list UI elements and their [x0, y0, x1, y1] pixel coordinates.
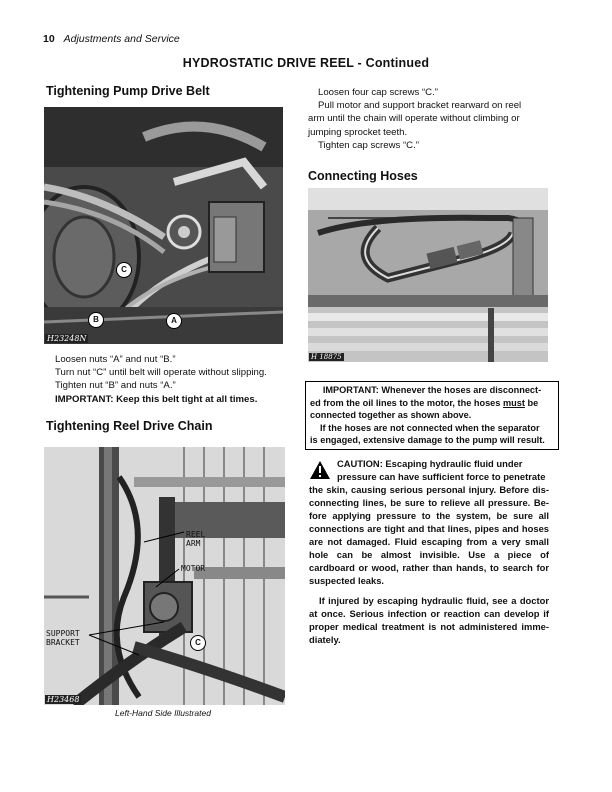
box-line: connected together as shown above. — [310, 410, 472, 421]
box-line: If the hoses are not connected when the separator — [320, 422, 540, 433]
instruction-line: Tighten cap screws “C.” — [318, 139, 419, 151]
instruction-line: Turn nut “C” until belt will operate without slipping. — [55, 367, 267, 379]
instruction-line: Loosen four cap screws “C.” — [318, 87, 438, 98]
page-header — [43, 33, 180, 45]
instruction-line: Tighten nut “B” and nuts “A.” — [55, 380, 176, 392]
section-name: Adjustments and Service — [63, 33, 180, 45]
reel-chain-photo — [44, 447, 285, 705]
photo-caption: Left-Hand Side Illustrated — [115, 708, 211, 718]
reel-chain-heading: Tightening Reel Drive Chain — [46, 419, 213, 433]
photo-id: H 18875 — [311, 353, 342, 361]
box-emphasis: must — [502, 397, 525, 408]
label-arm: ARM — [186, 539, 201, 548]
pump-important-note: IMPORTANT: Keep this belt tight at all times. — [55, 393, 258, 405]
caution-second-line: pressure can have sufficient force to penetrate — [337, 471, 546, 482]
instruction-line: Loosen nuts “A” and nut “B.” — [55, 354, 176, 365]
hoses-photo — [308, 188, 548, 362]
caution-text: the skin, causing serious personal injury. Before dis- connecting lines, be sure to relieve all pressure. Be- fore applying pressure to the system, be sure all connections are tight and that lines, pipes and hoses are not damaged. Fluid escaping from a very small hole can be almost invisible. Use a piece of cardboard or wood, rather than hands, to search for suspected leaks. — [309, 484, 549, 586]
warning-icon — [309, 460, 331, 480]
instruction-line: arm until the chain will operate without climbing or — [308, 113, 520, 125]
box-line: is engaged, extensive damage to the pump will result. — [310, 435, 545, 446]
label-reel-arm — [186, 530, 205, 548]
hoses-illustration — [308, 188, 548, 362]
callout-b: B — [88, 312, 104, 328]
box-line — [310, 397, 554, 410]
box-text: ed from the oil lines to the motor, the hoses — [310, 397, 503, 408]
injury-note: If injured by escaping hydraulic fluid, see a doctor at once. Serious infection or reaction can develop if proper medical treatment is not administered imme- diately. — [309, 595, 549, 645]
caution-first-line: CAUTION: Escaping hydraulic fluid under — [337, 458, 523, 469]
box-line: IMPORTANT: Whenever the hoses are disconnect- — [322, 385, 542, 395]
label-reel: REEL — [186, 530, 206, 539]
callout-a: A — [166, 313, 182, 329]
instruction-line: jumping sprocket teeth. — [308, 126, 408, 138]
callout-c-chain: C — [190, 635, 206, 651]
label-support: SUPPORT — [46, 629, 80, 638]
page-number: 10 — [43, 33, 55, 45]
label-motor: MOTOR — [181, 564, 206, 573]
chain-instructions — [308, 86, 548, 152]
pump-belt-illustration — [44, 107, 283, 344]
reel-chain-illustration — [44, 447, 285, 705]
label-bracket: BRACKET — [46, 638, 80, 647]
important-hoses-box — [305, 381, 559, 450]
instruction-line: Pull motor and support bracket rearward on reel — [318, 100, 522, 112]
photo-id: H23468 — [47, 695, 80, 704]
pump-belt-heading: Tightening Pump Drive Belt — [46, 84, 210, 98]
pump-belt-photo — [44, 107, 283, 344]
label-support-bracket — [46, 629, 80, 647]
box-text: be — [524, 397, 539, 408]
pump-belt-instructions — [55, 353, 287, 406]
page-title: HYDROSTATIC DRIVE REEL - Continued — [182, 56, 430, 70]
caution-block — [309, 457, 549, 587]
photo-id: H23248N — [47, 334, 87, 343]
callout-c: C — [116, 262, 132, 278]
hoses-heading: Connecting Hoses — [308, 169, 418, 183]
